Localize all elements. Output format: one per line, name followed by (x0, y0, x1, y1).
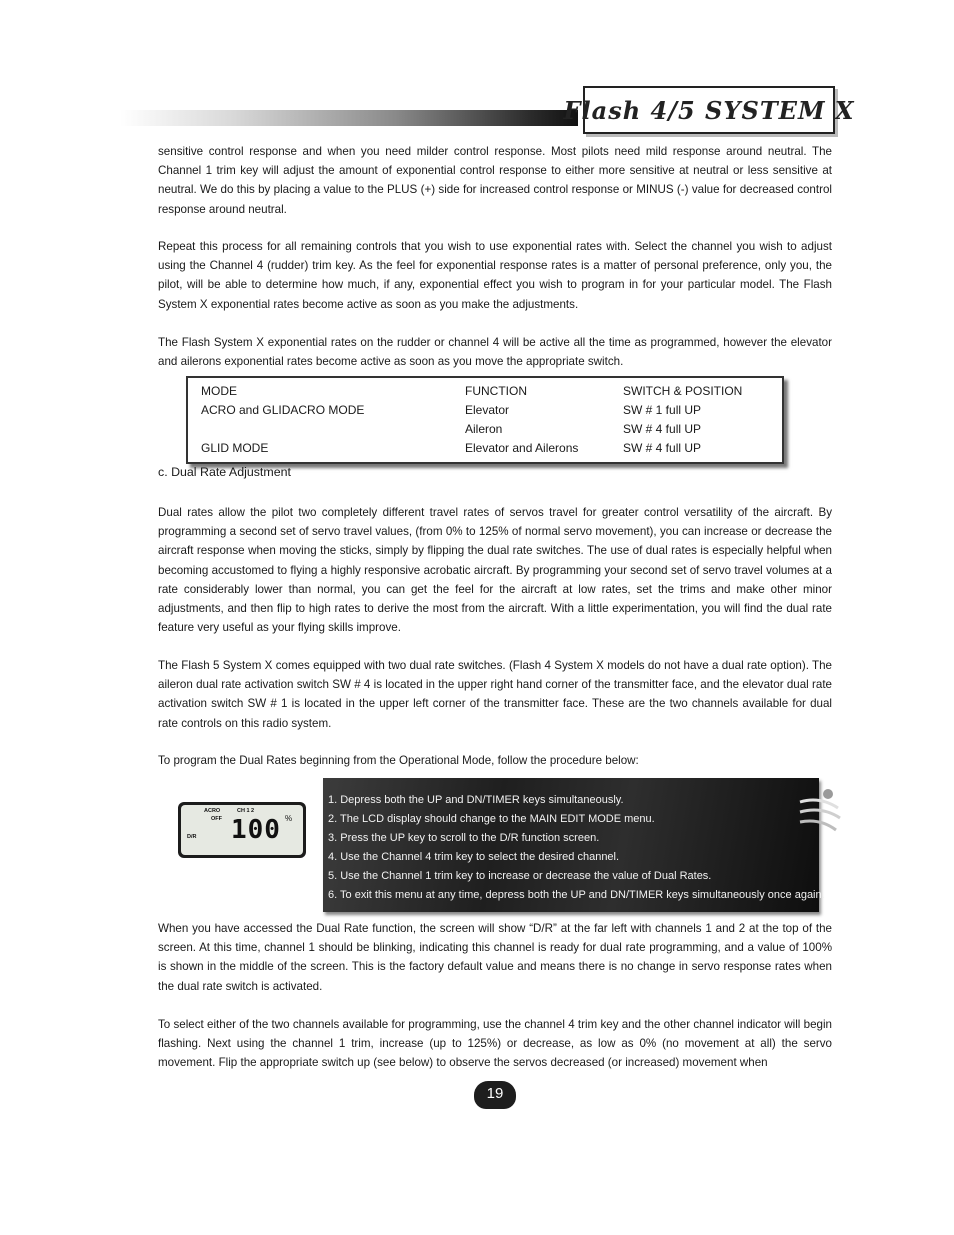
paragraph-exponential-active: The Flash System X exponential rates on the rudder or channel 4 will be active all the time as programmed, however the elevator and ailerons exponential rates become active as soon as you move the appropriate switch. (158, 336, 832, 369)
procedure-step: 2. The LCD display should change to the MAIN EDIT MODE menu. (328, 813, 655, 825)
brand-logo (563, 86, 855, 134)
table-cell: SW # 4 full UP (623, 440, 702, 455)
lcd-display (178, 802, 306, 858)
lcd-percent: % (285, 814, 293, 823)
header-gradient-bar (120, 110, 578, 126)
logo-text: Flash 4/5 SYSTEM X (563, 95, 855, 125)
table-cell (201, 419, 465, 438)
paragraph-program-intro: To program the Dual Rates beginning from the Operational Mode, follow the procedure below: (158, 754, 639, 767)
procedure-box (323, 778, 825, 912)
table-cell: FUNCTION (465, 383, 527, 398)
lcd-acro-label: ACRO (204, 808, 221, 814)
table-row (201, 438, 773, 457)
table-cell: SW # 1 full UP (623, 402, 702, 417)
paragraph-select-channel: To select either of the two channels available for programming, use the channel 4 trim key and the other channel indicator will begin flashing. Next using the channel 1 trim, increase (up to 125%) or decrease, as low as 0% (no movement at all) the servo movement. Flip the appropriate switch up (see below) to observe the servos decreased (or increased) movement when (158, 1018, 832, 1070)
paragraph-exponential-response: sensitive control response and when you need milder control response. Most pilots need mild response around neutral. The Channel 1 trim key will adjust the amount of exponential control response to either more sensitive at neutral or less sensitive at neutral. We do this by placing a value to the PLUS (+) side for increased control response or MINUS (-) value for decreased control response around neutral. (158, 145, 832, 216)
table-cell: MODE (201, 383, 237, 398)
swirl-decoration-icon (796, 786, 842, 834)
mode-switch-table (186, 376, 784, 464)
page-number: 19 (474, 1081, 516, 1109)
table-cell: Elevator and Ailerons (465, 440, 579, 455)
lcd-dr-label: D/R (187, 834, 197, 840)
paragraph-dual-rates-intro: Dual rates allow the pilot two completely different travel rates of servos travel for greater control versatility of the aircraft. By programming a second set of servo travel values, (from 0% to 125% of normal servo movement), you can increase or decrease the aircraft response when moving the sticks, simply by flipping the dual rate switches. The use of dual rates is especially helpful when becoming accustomed to flying a highly responsive acrobatic aircraft. By programming your second set of servo travel volumes at a rate considerably lower than normal, you can get the feel for the aircraft at low rates, set the trims and make other minor adjustments, and then flip to high rates to derive the most from the aircraft. With a little experimentation, you will find the dual rate feature very useful as your flying skills improve. (158, 506, 832, 635)
procedure-step: 1. Depress both the UP and DN/TIMER keys simultaneously. (328, 794, 624, 806)
lcd-channels-label: CH 1 2 (237, 808, 255, 814)
paragraph-repeat-process: Repeat this process for all remaining controls that you wish to use exponential rates with. Select the channel you wish to adjust using the Channel 4 (rudder) trim key. As the feel for exponential response rates is a matter of personal preference, only you, the pilot, will be able to determine how much, if any, exponential effect you wish to program in for your particular model. The Flash System X exponential rates become active as soon as you make the adjustments. (158, 240, 832, 311)
lcd-off-label: OFF (211, 816, 222, 822)
table-cell: Elevator (465, 402, 510, 417)
procedure-step: 6. To exit this menu at any time, depress both the UP and DN/TIMER keys simultaneously once again. (328, 889, 825, 901)
procedure-step: 4. Use the Channel 4 trim key to select the desired channel. (328, 851, 620, 863)
paragraph-dual-rate-screen: When you have accessed the Dual Rate function, the screen will show “D/R” at the far left with channels 1 and 2 at the top of the screen. At this time, channel 1 should be blinking, indicating this channel is ready for dual rate programming, and a value of 100% is shown in the middle of the screen. This is the factory default value and means there is no change in servo response rates when the dual rate switch is activated. (158, 922, 832, 993)
section-heading: c. Dual Rate Adjustment (158, 465, 291, 479)
lcd-value: 100 (231, 815, 281, 845)
table-cell: SW # 4 full UP (623, 421, 702, 436)
table-cell: ACRO and GLIDACRO MODE (201, 402, 365, 417)
table-cell: GLID MODE (201, 440, 269, 455)
table-cell: Aileron (465, 421, 503, 436)
table-row (201, 381, 773, 400)
procedure-step: 3. Press the UP key to scroll to the D/R function screen. (328, 832, 600, 844)
table-row (201, 419, 773, 438)
paragraph-dual-rate-switches: The Flash 5 System X comes equipped with two dual rate switches. (Flash 4 System X models do not have a dual rate option). The aileron dual rate activation switch SW # 4 is located in the upper right hand corner of the transmitter face, and the elevator dual rate activation switch SW # 1 is located in the upper left corner of the transmitter face. These are the two channels available for dual rate controls on this radio system. (158, 659, 832, 730)
table-cell: SWITCH & POSITION (623, 383, 743, 398)
table-row (201, 400, 773, 419)
lcd-screen (181, 805, 303, 855)
procedure-step: 5. Use the Channel 1 trim key to increase or decrease the value of Dual Rates. (328, 870, 712, 882)
